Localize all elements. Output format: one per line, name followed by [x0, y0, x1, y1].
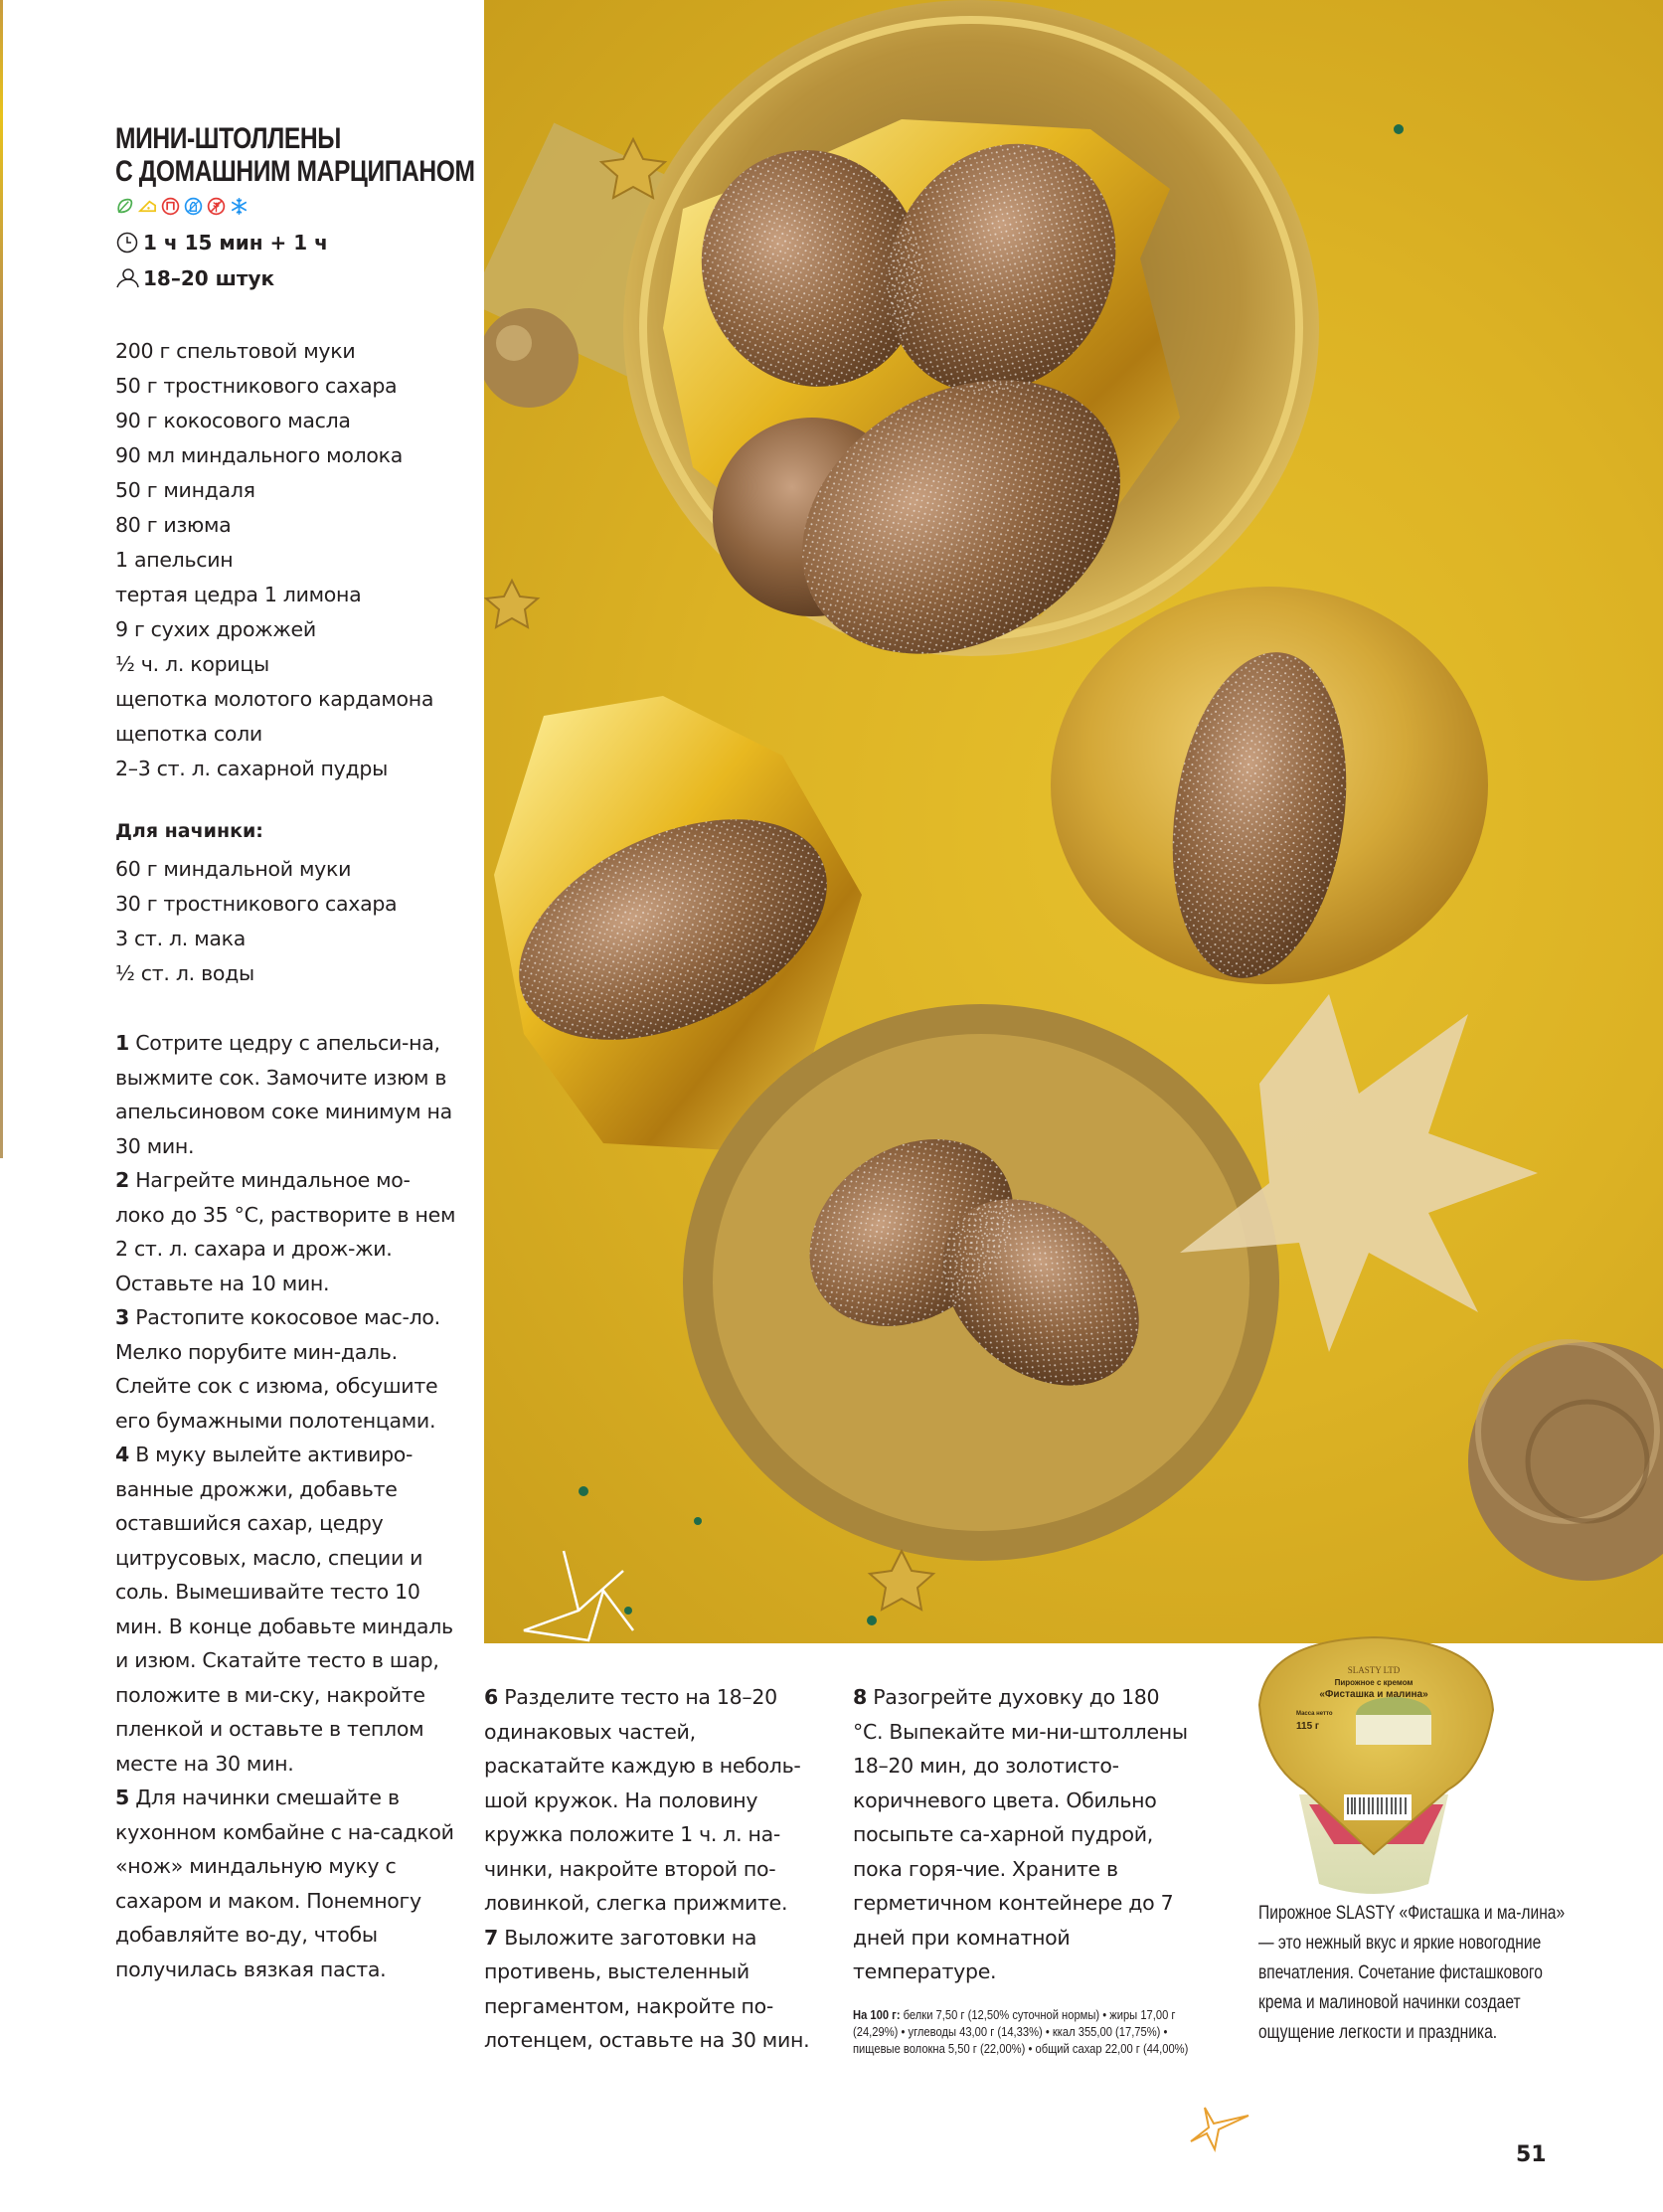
recipe-step	[484, 1680, 822, 1921]
recipe-step	[115, 1163, 458, 1300]
recipe-step	[115, 1026, 458, 1163]
recipe-title	[115, 122, 475, 188]
step-number: 3	[115, 1305, 129, 1329]
cooking-time-value: 1 ч 15 мин + 1 ч	[143, 231, 328, 255]
ingredient-item: 90 г кокосового масла	[115, 409, 351, 432]
step-number: 6	[484, 1685, 498, 1709]
step-number: 2	[115, 1168, 129, 1192]
product-brand: SLASTY LTD	[1347, 1665, 1401, 1675]
recipe-step	[115, 1300, 458, 1438]
lent-p-icon	[161, 197, 180, 216]
ingredient-item: 1 апельсин	[115, 548, 234, 572]
product-image	[1245, 1616, 1503, 1904]
ingredient-item: 50 г миндаля	[115, 478, 255, 502]
previous-page-edge	[0, 0, 3, 1158]
ingredient-item: щепотка соли	[115, 722, 262, 746]
steps-column-2	[484, 1680, 822, 2058]
step-number: 1	[115, 1031, 129, 1055]
steps-column-3	[853, 1680, 1191, 1989]
filling-heading: Для начинки:	[115, 820, 263, 842]
person-icon	[115, 266, 139, 290]
recipe-step	[115, 1438, 458, 1781]
ingredient-item: 90 мл миндального молока	[115, 443, 403, 467]
product-weight: 115 г	[1296, 1721, 1320, 1732]
recipe-title-line2: С ДОМАШНИМ МАРЦИПАНОМ	[115, 155, 475, 188]
vegan-leaf-icon	[115, 197, 134, 216]
step-text: Разделите тесто на 18–20 одинаковых частей, раскатайте каждую в неболь-шой кружок. На половину кружка положите 1 ч. л. на-чинки, накройте второй по-ловинкой, слегка прижмите.	[484, 1685, 801, 1915]
ingredient-item: 9 г сухих дрожжей	[115, 617, 316, 641]
ingredients-list	[115, 334, 473, 786]
ingredient-item: 2–3 ст. л. сахарной пудры	[115, 757, 388, 780]
product-caption: Пирожное SLASTY «Фисташка и ма-лина» — это нежный вкус и яркие новогодние впечатления. Сочетание фисташкового крема и малиновой начинки создает ощущение легкости и праздника.	[1258, 1903, 1566, 2043]
page-number: 51	[1516, 2142, 1547, 2167]
nutrition-text: белки 7,50 г (12,50% суточной нормы) • жиры 17,00 г (24,29%) • углеводы 43,00 г (14,33%) • ккал 355,00 (17,75%) • пищевые волокна 5,50 г (22,00%) • общий сахар 22,00 г (44,00%)	[853, 2007, 1189, 2056]
servings	[115, 266, 274, 290]
step-text: Выложите заготовки на противень, выстеленный пергаментом, накройте по-лотенцем, оставьте на 30 мин.	[484, 1925, 810, 2052]
ingredient-item: тертая цедра 1 лимона	[115, 583, 362, 606]
filling-ingredient-item: 30 г тростникового сахара	[115, 892, 398, 916]
step-text: Разогрейте духовку до 180 °С. Выпекайте ми-ни-штоллены 18–20 мин, до золотисто-коричневого цвета. Обильно посыпьте са-харной пудрой, пока горя-чие. Храните в герметичном контейнере до 7 дней при комнатной температуре.	[853, 1685, 1188, 1983]
filling-ingredient-item: 60 г миндальной муки	[115, 857, 352, 881]
vegetarian-cheese-icon	[138, 197, 157, 216]
product-lid-line2: «Фисташка и малина»	[1319, 1689, 1428, 1700]
ingredient-item: 200 г спельтовой муки	[115, 339, 356, 363]
clock-icon	[115, 231, 139, 255]
ingredient-item: 50 г тростникового сахара	[115, 374, 398, 398]
recipe-title-line1: МИНИ-ШТОЛЛЕНЫ	[115, 122, 341, 155]
ingredient-item: щепотка молотого кардамона	[115, 687, 434, 711]
step-number: 4	[115, 1443, 129, 1466]
recipe-photo	[484, 0, 1663, 1643]
ingredient-item: 80 г изюма	[115, 513, 232, 537]
servings-value: 18–20 штук	[143, 266, 275, 290]
step-text: Нагрейте миндальное мо-локо до 35 °С, растворите в нем 2 ст. л. сахара и дрож-жи. Оставьте на 10 мин.	[115, 1168, 456, 1295]
filling-ingredient-item: 3 ст. л. мака	[115, 927, 247, 950]
ingredient-item: ½ ч. л. корицы	[115, 652, 269, 676]
step-number: 8	[853, 1685, 867, 1709]
cooking-time	[115, 231, 328, 255]
step-number: 5	[115, 1786, 129, 1809]
lactose-free-icon	[184, 197, 203, 216]
steps-column-1	[115, 1026, 458, 1986]
filling-ingredient-item: ½ ст. л. воды	[115, 961, 254, 985]
recipe-step	[115, 1781, 458, 1986]
step-text: Сотрите цедру с апельси-на, выжмите сок. Замочите изюм в апельсиновом соке минимум на 30 мин.	[115, 1031, 452, 1158]
freezable-snowflake-icon	[230, 197, 249, 216]
product-lid-line1: Пирожное с кремом	[1334, 1678, 1414, 1687]
nutrition-facts	[853, 2006, 1191, 2057]
diet-icons	[115, 197, 249, 216]
nutrition-label: На 100 г:	[853, 2007, 901, 2022]
step-text: Для начинки смешайте в кухонном комбайне с на-садкой «нож» миндальную муку с сахаром и маком. Понемногу добавляйте во-ду, чтобы получилась вязкая паста.	[115, 1786, 454, 1981]
recipe-step	[484, 1921, 822, 2058]
recipe-step	[853, 1680, 1191, 1989]
step-text: В муку вылейте активиро-ванные дрожжи, добавьте оставшийся сахар, цедру цитрусовых, масло, специи и соль. Вымешивайте тесто 10 мин. В конце добавьте миндаль и изюм. Скатайте тесто в шар, положите в ми-ску, накройте пленкой и оставьте в теплом месте на 30 мин.	[115, 1443, 453, 1776]
step-number: 7	[484, 1925, 498, 1950]
star-doodle-icon	[1189, 2106, 1250, 2157]
step-text: Растопите кокосовое мас-ло. Мелко порубите мин-даль. Слейте сок с изюма, обсушите его бумажными полотенцами.	[115, 1305, 440, 1433]
filling-ingredients-list	[115, 852, 473, 991]
no-gluten-icon	[207, 197, 226, 216]
product-weight-label: Масса нетто	[1296, 1711, 1333, 1717]
